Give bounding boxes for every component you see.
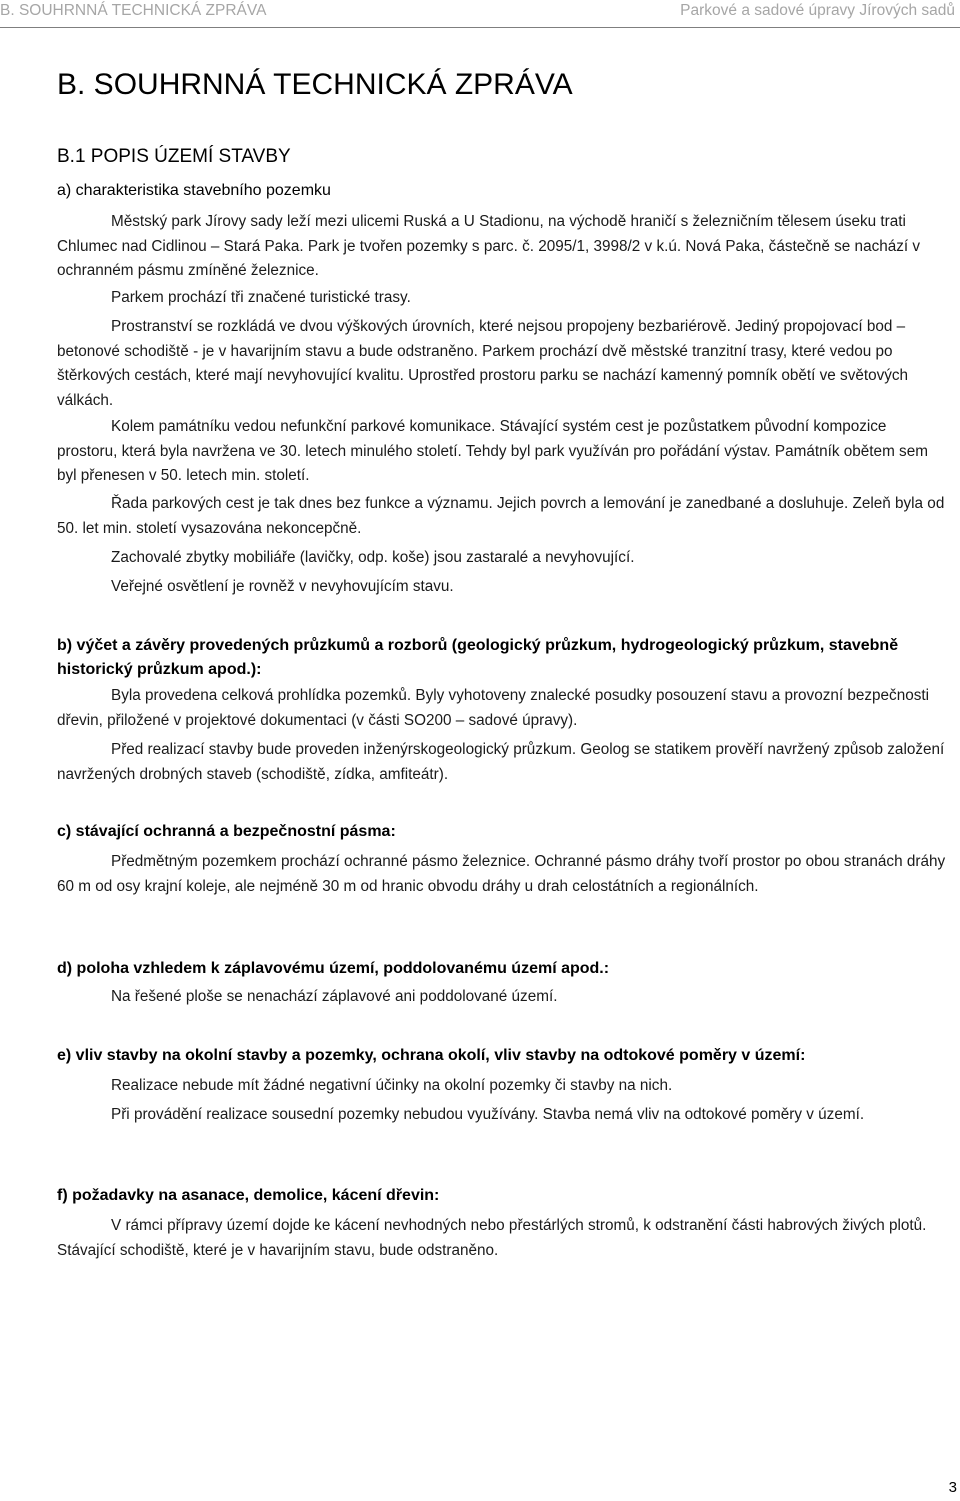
paragraph: Parkem prochází tři značené turistické trasy.	[111, 289, 411, 306]
paragraph: Na řešené ploše se nenachází záplavové ani poddolované území.	[111, 988, 558, 1005]
section-heading: B.1 POPIS ÚZEMÍ STAVBY	[57, 146, 291, 167]
paragraph: V rámci přípravy území dojde ke kácení nevhodných nebo přestárlých stromů, k odstranění části habrových živých plotů. Stávající schodiště, které je v havarijním stavu, bude odstraněno.	[57, 1217, 927, 1259]
paragraph: Realizace nebude mít žádné negativní účinky na okolní pozemky či stavby na nich.	[111, 1077, 673, 1094]
subsection-f-heading: f) požadavky na asanace, demolice, kácení dřevin:	[57, 1187, 440, 1204]
header-project-name: Parkové a sadové úpravy Jírových sadů	[680, 2, 955, 19]
subsection-b-heading: b) výčet a závěry provedených průzkumů a rozborů (geologický průzkum, hydrogeologický průzkum, stavebně historický průzkum apod.):	[57, 637, 899, 678]
paragraph: Před realizací stavby bude proveden inženýrskogeologický průzkum. Geolog se statikem prověří navržený způsob založení navržených drobných staveb (schodiště, zídka, amfiteátr).	[57, 741, 945, 783]
paragraph: Při provádění realizace sousední pozemky nebudou využívány. Stavba nemá vliv na odtokové poměry v území.	[111, 1106, 865, 1123]
paragraph: Kolem památníku vedou nefunkční parkové komunikace. Stávající systém cest je pozůstatkem původní kompozice prostoru, která byla navržena ve 30. letech minulého století. Tehdy byl park využíván pro pořádání výstav. Památník obětem sem byl přenesen v 50. letech min. století.	[57, 418, 928, 484]
paragraph: Zachovalé zbytky mobiliáře (lavičky, odp. koše) jsou zastaralé a nevyhovující.	[111, 549, 635, 566]
page-header	[0, 0, 960, 28]
subsection-e-heading: e) vliv stavby na okolní stavby a pozemky, ochrana okolí, vliv stavby na odtokové poměry v území:	[57, 1047, 806, 1064]
paragraph: Prostranství se rozkládá ve dvou výškových úrovních, které nejsou propojeny bezbariérově. Jediný propojovací bod – betonové schodiště - je v havarijním stavu a bude odstraněno. Parkem prochází dvě městské tranzitní trasy, které vedou po štěrkových cestách, které mají nevyhovující kvalitu. Uprostřed prostoru parku se nachází kamenný pomník obětí ve světových válkách.	[57, 318, 909, 409]
paragraph: Byla provedena celková prohlídka pozemků. Byly vyhotoveny znalecké posudky posouzení stavu a provozní bezpečnosti dřevin, přiložené v projektové dokumentaci (v části SO200 – sadové úpravy).	[57, 687, 930, 729]
subsection-d-heading: d) poloha vzhledem k záplavovému území, poddolovanému území apod.:	[57, 960, 610, 977]
paragraph: Veřejné osvětlení je rovněž v nevyhovujícím stavu.	[111, 578, 454, 595]
subsection-c-heading: c) stávající ochranná a bezpečnostní pásma:	[57, 823, 396, 840]
paragraph: Předmětným pozemkem prochází ochranné pásmo železnice. Ochranné pásmo dráhy tvoří prostor po obou stranách dráhy 60 m od osy krajní koleje, ale nejméně 30 m od hranic obvodu dráhy u drah celostátních a regionálních.	[57, 853, 946, 895]
document-title: B. SOUHRNNÁ TECHNICKÁ ZPRÁVA	[57, 68, 573, 101]
page-number: 3	[948, 1479, 957, 1496]
header-document-title: B. SOUHRNNÁ TECHNICKÁ ZPRÁVA	[0, 2, 267, 19]
paragraph: Městský park Jírovy sady leží mezi ulicemi Ruská a U Stadionu, na východě hraničí s železničním tělesem úseku trati Chlumec nad Cidlinou – Stará Paka. Park je tvořen pozemky s parc. č. 2095/1, 3998/2 v k.ú. Nová Paka, částečně se nachází v ochranném pásmu zmíněné železnice.	[57, 213, 921, 279]
subsection-a-heading: a) charakteristika stavebního pozemku	[57, 182, 331, 199]
paragraph: Řada parkových cest je tak dnes bez funkce a významu. Jejich povrch a lemování je zanedbané a dosluhuje. Zeleň byla od 50. let min. století vysazována nekoncepčně.	[57, 495, 945, 537]
